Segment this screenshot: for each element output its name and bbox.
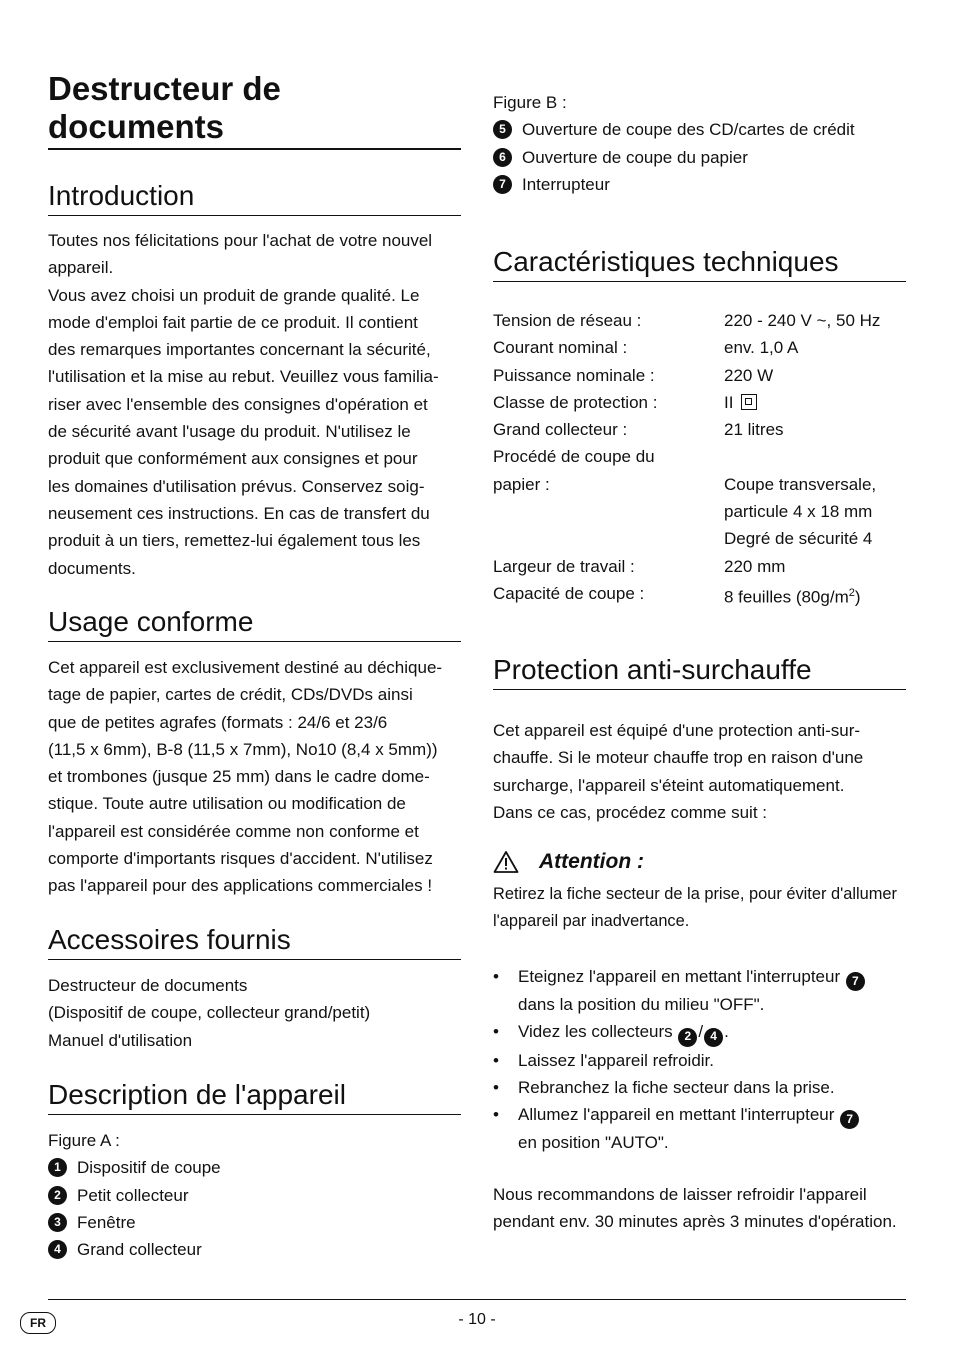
spec-label [493,525,724,552]
spec-row [493,553,906,580]
specs-heading: Caractéristiques techniques [493,245,906,282]
spec-value: Degré de sécurité 4 [724,529,873,549]
number-badge-icon: 4 [48,1240,67,1259]
text-line: (Dispositif de coupe, collecteur grand/petit) [48,1003,371,1023]
spec-label: Capacité de coupe : [493,583,645,603]
usage-heading: Usage conforme [48,605,461,642]
text-line: chauffe. Si le moteur chauffe trop en raison d'une [493,748,864,768]
step-text: en position "AUTO". [518,1133,669,1153]
number-badge-icon: 6 [493,148,512,167]
text-line: Vous avez choisi un produit de grande qualité. Le [48,285,420,305]
introduction-text [48,227,461,582]
text-line: Toutes nos félicitations pour l'achat de votre nouvel [48,231,433,250]
language-badge: FR [20,1312,56,1334]
attention-callout [493,845,644,879]
spec-label: Puissance nominale : [493,365,655,385]
step-text: Eteignez l'appareil en mettant l'interrupteur [518,967,841,986]
spec-value: env. 1,0 A [724,338,799,358]
list-item [493,171,906,198]
spec-value: Coupe transversale, [724,474,877,494]
accessories-text [48,972,461,1054]
attention-text [493,881,906,936]
text-line: documents. [48,558,136,578]
text-line: Dans ce cas, procédez comme suit : [493,802,768,822]
list-item-label: Ouverture de coupe des CD/cartes de crédit [522,120,855,140]
spec-row [493,416,906,443]
text-line: que de petites agrafes (formats : 24/6 et 23/6 [48,712,388,732]
spec-label: Courant nominal : [493,338,628,358]
step-text: Allumez l'appareil en mettant l'interrupteur [518,1105,835,1125]
number-badge-icon: 5 [493,120,512,139]
text-line: stique. Toute autre utilisation ou modification de [48,794,406,814]
spec-value: 220 mm [724,556,786,576]
number-badge-icon: 4 [704,1028,723,1047]
list-item-label: Dispositif de coupe [77,1158,221,1178]
usage-text [48,654,461,900]
list-item-label: Petit collecteur [77,1185,189,1205]
spec-label [493,498,724,525]
figure-b-list [493,89,906,198]
text-line: comporte d'importants risques d'accident. N'utilisez [48,849,433,869]
number-badge-icon: 1 [48,1158,67,1177]
figure-a-label: Figure A : [48,1131,120,1150]
list-item [493,116,906,143]
list-item [493,144,906,171]
list-item-label: Grand collecteur [77,1240,202,1260]
page-number: - 10 - [458,1311,496,1328]
list-item-label: Interrupteur [522,174,610,194]
overheat-closing [493,1181,906,1236]
list-item [493,1018,906,1046]
protection-class-text: II [724,392,734,412]
list-item-label: Ouverture de coupe du papier [522,147,748,167]
spec-row [493,443,906,470]
spec-label: papier : [493,474,550,494]
list-item [493,963,906,1018]
spec-value [724,580,906,611]
text-line: de sécurité avant l'usage du produit. N'utilisez le [48,422,411,442]
list-item [48,1154,461,1181]
capacity-text: 8 feuilles (80g/m [724,587,849,607]
number-badge-icon: 2 [678,1028,697,1047]
text-line: les domaines d'utilisation prévus. Conservez soig- [48,476,425,496]
spec-label: Classe de protection : [493,392,658,412]
spec-row [493,307,906,334]
spec-row [493,525,906,552]
capacity-suffix: ) [854,587,861,607]
overheat-steps [493,963,906,1157]
text-line: pas l'appareil pour des applications commerciales ! [48,876,433,896]
list-item [48,1209,461,1236]
spec-value: 21 litres [724,420,784,440]
spec-value: particule 4 x 18 mm [724,502,873,522]
number-badge-icon: 2 [48,1186,67,1205]
protection-class-ii-icon [741,394,757,410]
overheat-heading: Protection anti-surchauffe [493,653,906,690]
text-line: l'utilisation et la mise au rebut. Veuillez vous familia- [48,367,439,387]
introduction-heading: Introduction [48,179,461,216]
text-line: Manuel d'utilisation [48,1030,193,1050]
text-line: Nous recommandons de laisser refroidir l'appareil [493,1185,867,1204]
spec-row [493,389,906,416]
number-badge-icon: 7 [493,175,512,194]
spec-row [493,498,906,525]
spec-row [493,334,906,361]
list-item [48,1236,461,1263]
description-heading: Description de l'appareil [48,1078,461,1115]
text-line: riser avec l'ensemble des consignes d'opération et [48,394,428,414]
text-line: tage de papier, cartes de crédit, CDs/DVDs ainsi [48,685,413,705]
spec-row [493,362,906,389]
step-separator: / [698,1022,704,1042]
text-line: (11,5 x 6mm), B-8 (11,5 x 7mm), No10 (8,4 x 5mm)) [48,739,438,759]
step-text: Rebranchez la fiche secteur dans la prise. [518,1077,835,1097]
text-line: produit que conformément aux consignes et pour [48,449,418,469]
overheat-text [493,717,906,826]
spec-row [493,580,906,611]
text-line: des remarques importantes concernant la sécurité, [48,340,431,360]
document-title [48,70,461,150]
list-item [493,1074,906,1101]
footer-divider [48,1299,906,1300]
step-text: Laissez l'appareil refroidir. [518,1050,715,1070]
text-line: et trombones (jusque 25 mm) dans le cadre dome- [48,767,430,787]
text-line: surcharge, l'appareil s'éteint automatiquement. [493,775,845,795]
text-line: Retirez la fiche secteur de la prise, pour éviter d'allumer [493,885,897,903]
step-end: . [724,1022,729,1042]
list-item [493,1047,906,1074]
list-item [48,1182,461,1209]
spec-row [493,471,906,498]
number-badge-icon: 3 [48,1213,67,1232]
spec-label: Grand collecteur : [493,420,628,440]
spec-label: Largeur de travail : [493,556,635,576]
specs-table [493,307,906,611]
text-line: l'appareil est considérée comme non conforme et [48,821,419,841]
number-badge-icon: 7 [840,1110,859,1129]
spec-label: Procédé de coupe du [493,447,655,467]
step-text: dans la position du milieu "OFF". [518,995,765,1015]
spec-value: 220 - 240 V ~, 50 Hz [724,311,881,330]
capacity-superscript: 2 [848,586,855,599]
text-line: Cet appareil est équipé d'une protection anti-sur- [493,721,861,740]
list-item [493,1101,906,1156]
spec-value [724,443,906,470]
text-line: produit à un tiers, remettez-lui également tous les [48,531,421,551]
figure-a-list [48,1127,461,1263]
text-line: Destructeur de documents [48,976,248,995]
figure-b-label: Figure B : [493,93,567,112]
accessories-heading: Accessoires fournis [48,923,461,960]
warning-icon [493,850,519,874]
text-line: neusement ces instructions. En cas de transfert du [48,503,430,523]
text-line: l'appareil par inadvertance. [493,912,690,931]
text-line: Cet appareil est exclusivement destiné au déchique- [48,658,443,677]
step-text: Videz les collecteurs [518,1022,673,1042]
document-title-text: Destructeur de documents [48,70,281,145]
text-line: pendant env. 30 minutes après 3 minutes d'opération. [493,1212,897,1232]
text-line: mode d'emploi fait partie de ce produit. Il contient [48,312,418,332]
spec-value [724,389,906,416]
list-item-label: Fenêtre [77,1212,136,1232]
spec-label: Tension de réseau : [493,311,642,330]
attention-label: Attention : [539,850,644,873]
spec-value: 220 W [724,365,774,385]
text-line: appareil. [48,258,114,278]
number-badge-icon: 7 [846,972,865,991]
